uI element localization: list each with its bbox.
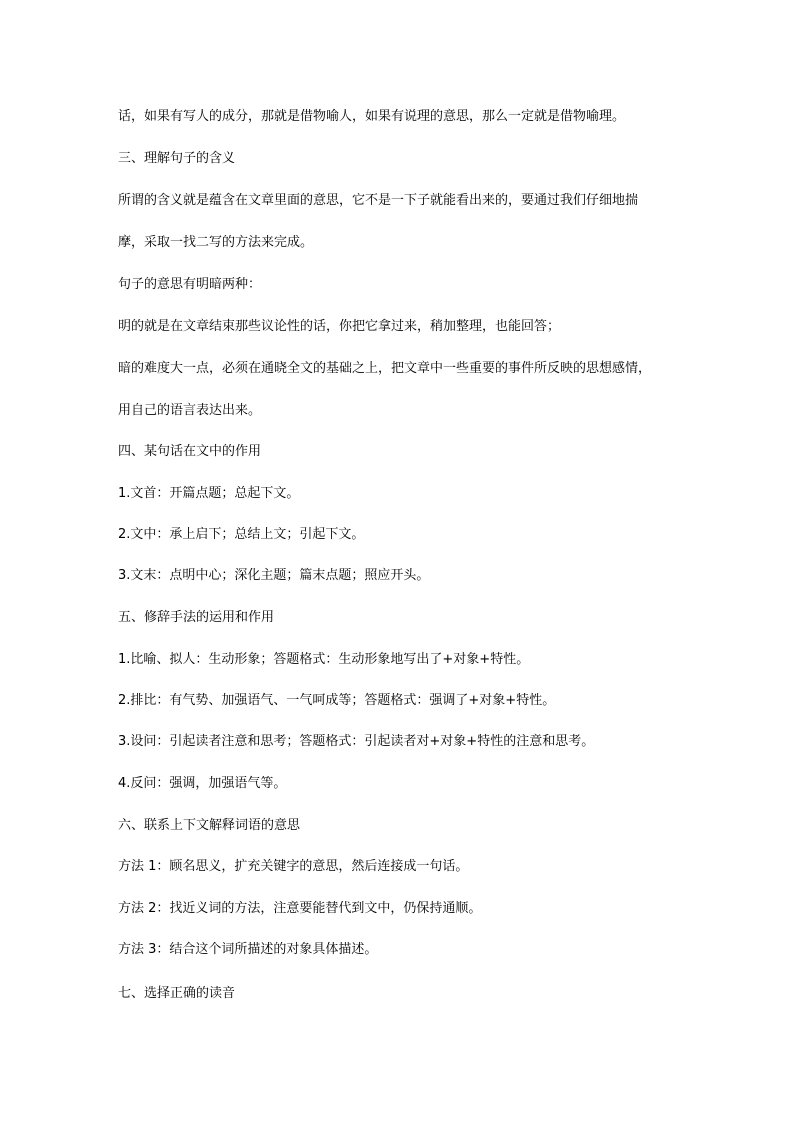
- list-item: 2.排比：有气势、加强语气、一气呵成等；答题格式：强调了+对象+特性。: [118, 693, 556, 708]
- paragraph-line: 句子的意思有明暗两种：: [118, 277, 262, 292]
- list-item: 3.设问：引起读者注意和思考；答题格式：引起读者对+对象+特性的注意和思考。: [118, 734, 595, 749]
- section-heading-4: 四、某句话在文中的作用: [118, 444, 262, 459]
- paragraph-line: 明的就是在文章结束那些议论性的话，你把它拿过来，稍加整理，也能回答；: [118, 319, 561, 334]
- paragraph-line: 摩，采取一找二写的方法来完成。: [118, 235, 314, 250]
- paragraph-line: 话，如果有写人的成分，那就是借物喻人，如果有说理的意思，那么一定就是借物喻理。: [118, 109, 626, 124]
- list-item: 2.文中：承上启下；总结上文；引起下文。: [118, 527, 365, 542]
- section-heading-3: 三、理解句子的含义: [118, 151, 236, 166]
- paragraph-line: 用自己的语言表达出来。: [118, 403, 262, 418]
- list-item: 1.文首：开篇点题；总起下文。: [118, 486, 300, 501]
- section-heading-7: 七、选择正确的读音: [118, 986, 236, 1001]
- list-item: 方法 3：结合这个词所描述的对象具体描述。: [118, 942, 378, 957]
- section-heading-5: 五、修辞手法的运用和作用: [118, 610, 275, 625]
- section-heading-6: 六、联系上下文解释词语的意思: [118, 818, 301, 833]
- list-item: 方法 1：顾名思义，扩充关键字的意思，然后连接成一句话。: [118, 859, 469, 874]
- paragraph-line: 所谓的含义就是蕴含在文章里面的意思，它不是一下子就能看出来的，要通过我们仔细地揣: [118, 193, 639, 208]
- list-item: 4.反问：强调，加强语气等。: [118, 776, 287, 791]
- document-page: [118, 0, 678, 1123]
- list-item: 3.文末：点明中心；深化主题；篇末点题；照应开头。: [118, 568, 430, 583]
- list-item: 1.比喻、拟人：生动形象；答题格式：生动形象地写出了+对象+特性。: [118, 652, 530, 667]
- paragraph-line: 暗的难度大一点，必须在通晓全文的基础之上，把文章中一些重要的事件所反映的思想感情，: [118, 361, 652, 376]
- list-item: 方法 2：找近义词的方法，注意要能替代到文中，仍保持通顺。: [118, 901, 482, 916]
